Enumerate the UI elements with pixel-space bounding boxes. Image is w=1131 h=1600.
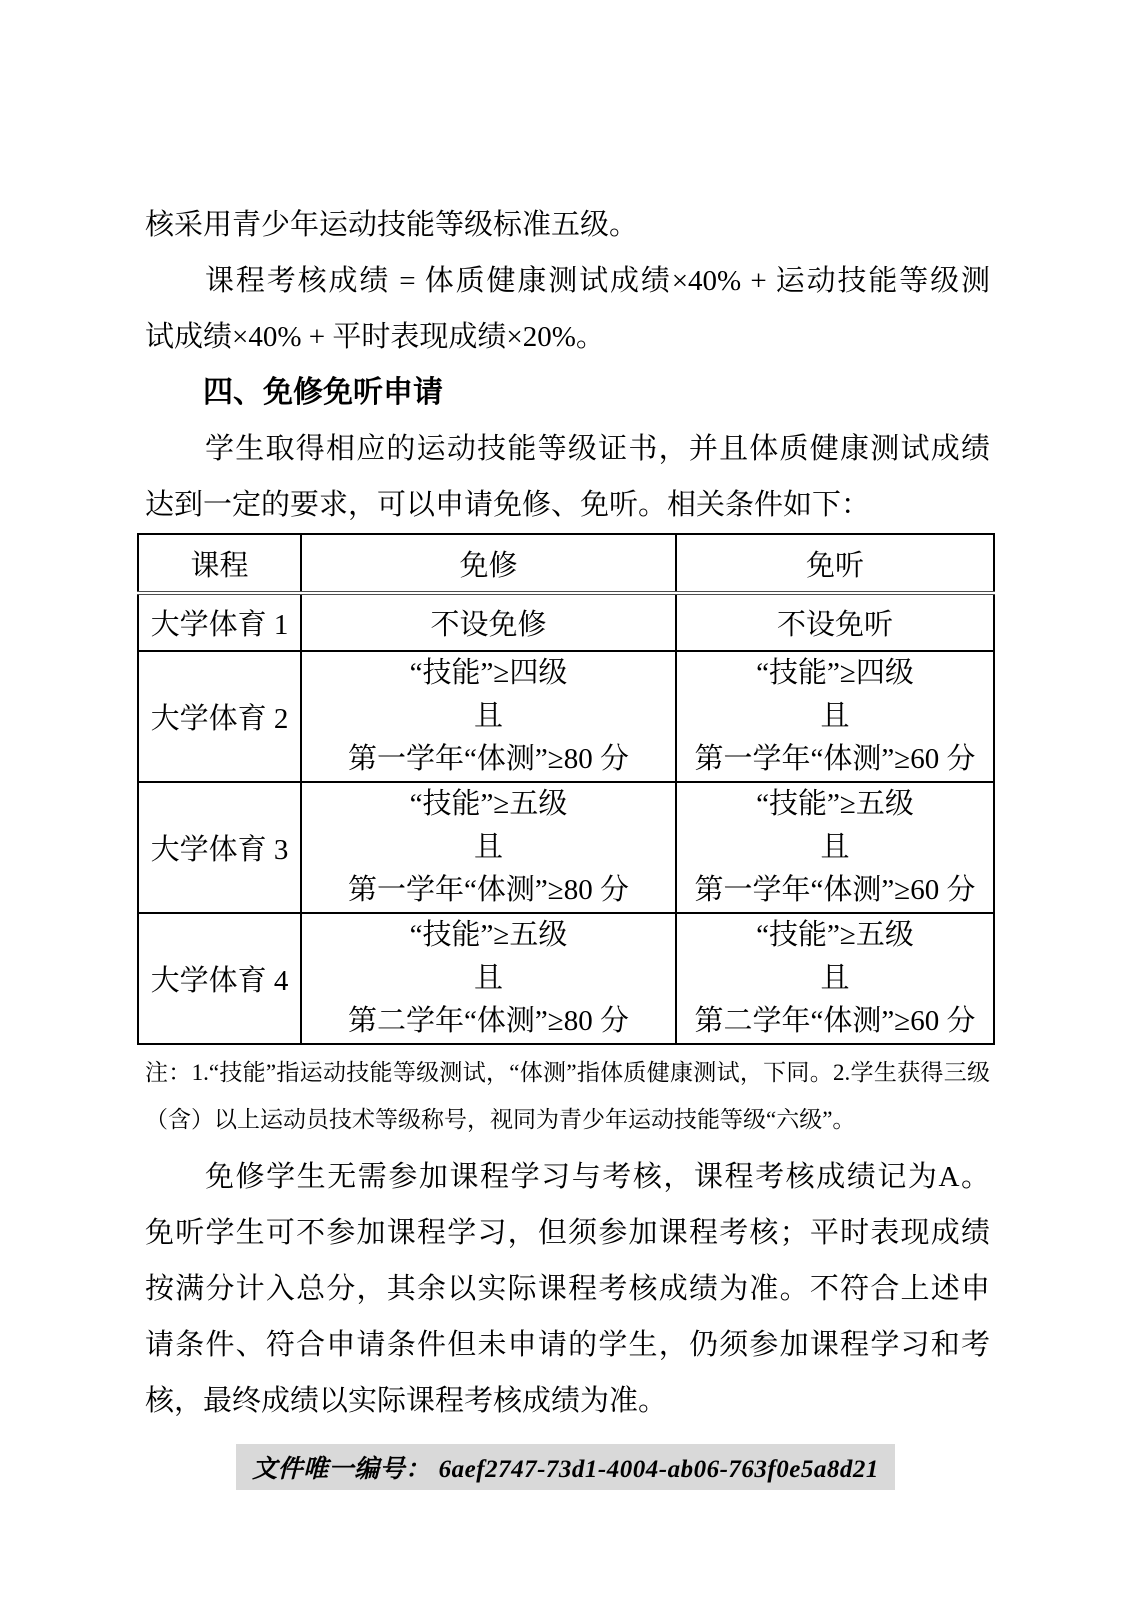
cell-line: 且 [820, 962, 850, 994]
para-exemption-line: 按满分计入总分，其余以实际课程考核成绩为准。不符合上述申 [145, 1273, 990, 1305]
para-exemption-line: 请条件、符合申请条件但未申请的学生，仍须参加课程学习和考 [145, 1329, 990, 1361]
para-exemption-line: 免修学生无需参加课程学习与考核，课程考核成绩记为A。 [205, 1161, 990, 1193]
footer [0, 1444, 1131, 1490]
note-line: （含）以上运动员技术等级称号，视同为青少年运动技能等级“六级”。 [145, 1107, 856, 1132]
cell-line: 第二学年“体测”≥60 分 [694, 1005, 976, 1037]
table-note [145, 1049, 990, 1143]
cell-course: 大学体育 2 [138, 651, 301, 782]
table-header-mianxiu: 免修 [301, 534, 676, 593]
cell-line: “技能”≥四级 [756, 657, 914, 689]
cell-line: 第一学年“体测”≥80 分 [348, 743, 629, 775]
table-header-course: 课程 [138, 534, 301, 593]
cell-mianxiu [301, 651, 676, 782]
para-formula-line: 试成绩×40% + 平时表现成绩×20%。 [145, 321, 605, 353]
para-exemption [145, 1149, 990, 1429]
table-row [138, 913, 994, 1044]
cell-mianxiu [301, 782, 676, 913]
file-id-value: 6aef2747-73d1-4004-ab06-763f0e5a8d21 [438, 1456, 879, 1483]
table-header-row [138, 534, 994, 593]
cell-mianting: 不设免听 [676, 593, 994, 651]
file-id-label: 文件唯一编号： [252, 1456, 431, 1483]
cell-line: 第二学年“体测”≥80 分 [348, 1005, 629, 1037]
cell-course: 大学体育 4 [138, 913, 301, 1044]
cell-line: 第一学年“体测”≥60 分 [694, 874, 976, 906]
para-exemption-line: 免听学生可不参加课程学习，但须参加课程考核；平时表现成绩 [145, 1217, 990, 1249]
cell-course: 大学体育 3 [138, 782, 301, 913]
section-heading: 四、免修免听申请 [203, 376, 443, 409]
cell-line: 第一学年“体测”≥80 分 [348, 874, 629, 906]
cell-line: “技能”≥五级 [756, 788, 914, 820]
file-id-bar [236, 1444, 895, 1490]
table-row [138, 651, 994, 782]
cell-mianting [676, 651, 994, 782]
page-content [145, 197, 990, 1429]
para-intro-line: 学生取得相应的运动技能等级证书，并且体质健康测试成绩 [205, 433, 990, 465]
para-exemption-line: 核，最终成绩以实际课程考核成绩为准。 [145, 1385, 668, 1417]
table-header-mianting: 免听 [676, 534, 994, 593]
cell-mianting [676, 782, 994, 913]
para-formula-line: 课程考核成绩 = 体质健康测试成绩×40% + 运动技能等级测 [205, 265, 990, 297]
exemption-table [137, 533, 995, 1045]
cell-line: 且 [820, 700, 850, 732]
cell-line: 且 [473, 831, 503, 863]
cell-line: 且 [473, 962, 503, 994]
para-continuation-line: 核采用青少年运动技能等级标准五级。 [145, 209, 639, 241]
cell-line: “技能”≥五级 [756, 919, 914, 951]
cell-mianting [676, 913, 994, 1044]
table-row [138, 593, 994, 651]
table-row [138, 782, 994, 913]
cell-line: “技能”≥五级 [409, 788, 568, 820]
cell-course: 大学体育 1 [138, 593, 301, 651]
note-line: 注：1.“技能”指运动技能等级测试，“体测”指体质健康测试，下同。2.学生获得三级 [145, 1060, 990, 1085]
cell-line: 且 [820, 831, 850, 863]
cell-line: “技能”≥五级 [409, 919, 568, 951]
cell-line: 第一学年“体测”≥60 分 [694, 743, 976, 775]
para-intro-line: 达到一定的要求，可以申请免修、免听。相关条件如下： [145, 489, 871, 521]
cell-line: 且 [473, 700, 503, 732]
cell-mianxiu [301, 913, 676, 1044]
cell-line: “技能”≥四级 [409, 657, 568, 689]
cell-mianxiu: 不设免修 [301, 593, 676, 651]
